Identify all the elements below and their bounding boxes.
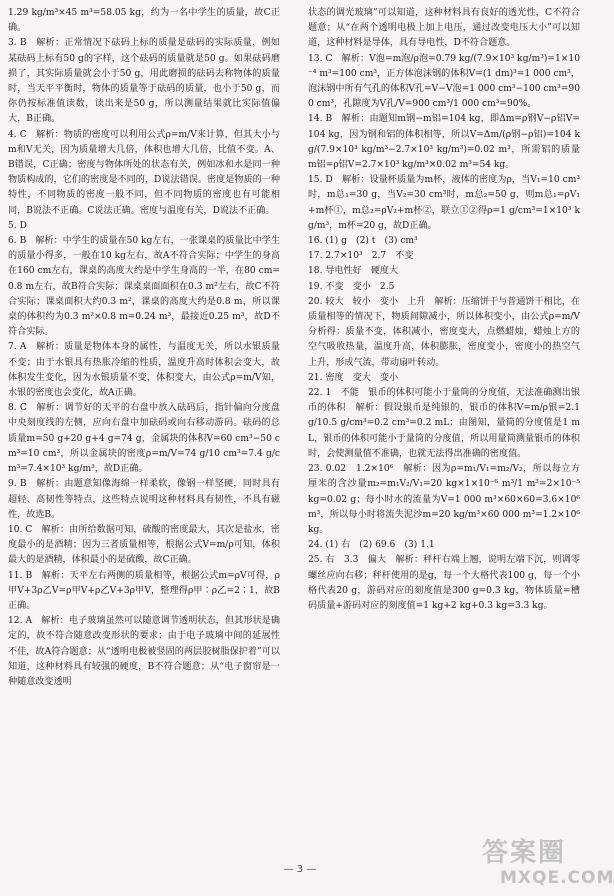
- answer-21: 21. 密度 变大 变小: [308, 372, 399, 383]
- answer-20: 20. 较大 较小 变小 上升 解析：压缩饼干与普通饼干相比，在质量相等的情况下，物质间隙减小，所以体积变小，由公式ρ=m/V分析得：质量不变，体积减小，密度变大，点燃蜡烛，蜡烛上方的空气吸收热量，温度升高，体积膨胀，密度变小，密度小的热空气上升，形成气流，带动扇叶转动。: [308, 296, 580, 368]
- answer-4: 4. C 解析：物质的密度可以利用公式ρ=m/V来计算，但其大小与m和V无关，因为质量增大几倍，体积也增大几倍，比值不变。A、B错误，C正确；密度与物体所处的状态有关，例如冰和水是同一种物质构成的，它们的密度是不同的，D说法错误。密度是物质的一种特性，不同物质的密度一般不同，但不同物质的密度也有可能相同，B说法不正确。C说法正确。密度与温度有关，D说法不正确。: [8, 129, 280, 216]
- answer-19: 19. 不变 变小 2.5: [308, 281, 395, 292]
- site-watermark: [482, 830, 614, 892]
- answer-5: 5. D: [8, 220, 27, 231]
- answer-23: 23. 0.02 1.2×10⁶ 解析：因为ρ=m₁/V₁=m₂/V₂，所以每立方厘米的含沙量m₂=m₁V₂/V₁=20 kg×1×10⁻⁶ m³/1 m³=2×10⁻⁵ kg=0.02 g；每小时水的流量为V=1 000 m³×60×60=3.6×10⁶ m³，所以每小时将流失泥沙m=20 kg/m³×60 000 m³=1.2×10⁶ kg。: [308, 464, 580, 535]
- answer-17: 17. 2.7×10³ 2.7 不变: [308, 251, 414, 262]
- answer-14: 14. B 解析：由题知m钢−m铝=104 kg，即Δm=ρ钢V−ρ铝V=104 kg，因为钢和铝的体积相等，所以V=Δm/(ρ钢−ρ铝)=104 kg/(7.9×10³ kg/m³−2.7×10³ kg/m³)=0.02 m³，所需铝的质量m铝=ρ铝V=2.7×10³ kg/m³×0.02 m³=54 kg。: [308, 114, 580, 171]
- answer-7: 7. A 解析：质量是物体本身的属性，与温度无关，所以水银质量不变；由于水银具有热胀冷缩的性质，温度升高时体积会变大，故体积发生变化，因为水银质量不变，体积变大，由公式ρ=m/V知，水银的密度也会变化，故A正确。: [8, 342, 280, 399]
- answer-12-continuation: 状态的调光玻璃”可以知道，这种材料具有良好的透光性，C不符合题意；从“在两个透明电极上加上电压，通过改变电压大小”可以知道，这种材料是导体，具有导电性，D不符合题意。: [308, 8, 580, 49]
- answer-13: 13. C 解析：V泡=m泡/ρ泡=0.79 kg/(7.9×10³ kg/m³)=1×10⁻⁴ m³=100 cm³，正方体泡沫钢的体积V=(1 dm)³=1 000 cm³，泡沫钢中所有气孔的体积V孔=V−V泡=1 000 cm³−100 cm³=900 cm³，孔隙度为V孔/V=900 cm³/1 000 cm³=90%。: [308, 53, 580, 110]
- page-number: — 3 —: [283, 864, 317, 875]
- answer-continuation: 1.29 kg/m³×45 m³=58.05 kg，约为一名中学生的质量，故C正确。: [8, 8, 280, 34]
- answer-6: 6. B 解析：中学生的质量在50 kg左右，一张课桌的质量比中学生的质量小得多，一般在10 kg左右，故A不符合实际；中学生的身高在160 cm左右，课桌的高度大约是中学生身高的一半，在80 cm=0.8 m左右，故B符合实际；课桌桌面面积在0.3 m²左右，故C不符合实际；课桌面积大约0.3 m²，课桌的高度大约是0.8 m，所以课桌的体积约为0.3 m²×0.8 m=0.24 m³，最接近0.25 m³，故D不符合实际。: [8, 236, 280, 338]
- answer-24: 24. (1) 右 (2) 69.6 (3) 1.1: [308, 540, 435, 551]
- answer-11: 11. B 解析：天平左右两侧的质量相等，根据公式m=ρV可得，ρ甲V+3ρ乙V=ρ甲V+ρ乙V+3ρ甲V，整理得ρ甲∶ρ乙=2∶1，故B正确。: [8, 570, 280, 611]
- answer-column-left: [8, 6, 280, 690]
- answer-9: 9. B 解析：由题意知像海绵一样柔软，像钢一样坚硬，同时具有超轻、高韧性等特点，这些特点说明这种材料具有韧性，不具有磁性，故选B。: [8, 479, 280, 520]
- answer-3: 3. B 解析：正常情况下砝码上标的质量是砝码的实际质量，例如某砝码上标有50 g的字样，这个砝码的质量就是50 g。如果砝码磨损了，其实际质量就会小于50 g，用此磨损的砝码去称物体的质量时，当天平平衡时，物体的质量等于砝码的质量，也小于50 g，而你仍按标准值读数，读出来是50 g，所以测量结果就比实际值偏大，B正确。: [8, 38, 280, 125]
- answer-18: 18. 导电性好 硬度大: [308, 266, 399, 277]
- watermark-site: MXQE.COM: [500, 868, 614, 888]
- answer-column-right: [308, 6, 580, 614]
- answer-22: 22. 1 不能 银币的体积可能小于量筒的分度值，无法准确测出银币的体积 解析：假设银币是纯银的，银币的体积V=m/ρ银=2.1 g/10.5 g/cm³=0.2 cm³=0.2 mL；由图知，量筒的分度值是1 mL，银币的体积可能小于量筒的分度值，所以用量筒测量银币的体积时，会使测量值不准确，也就无法得出准确的密度值。: [308, 388, 580, 459]
- answer-25: 25. 右 3.3 偏大 解析：秤杆右端上翘，说明左端下沉，则调零螺丝应向右移；秤杆使用的是g，每一个大格代表100 g，每一个小格代表20 g，游码对应的刻度值是300 g=0.3 kg，物体质量=槽码质量+游码对应的刻度值=1 kg+2 kg+0.3 kg=3.3 kg。: [308, 555, 580, 611]
- answer-16: 16. (1) g (2) t (3) cm³: [308, 236, 418, 247]
- answer-15: 15. D 解析：设量杯质量为m杯，液体的密度为ρ，当V₁=10 cm³时，m总₁=30 g，当V₂=30 cm³时，m总₂=50 g，则m总₁=ρV₁+m杯①，m总₂=ρV₂+m杯②，联立①②得ρ=1 g/cm³=1×10³ kg/m³，m杯=20 g，故D正确。: [308, 175, 580, 231]
- watermark-logo-text: 答案圈: [482, 838, 567, 868]
- answer-12: 12. A 解析：电子玻璃虽然可以随意调节透明状态，但其形状是确定的，故不符合随意改变形状的要求；由于电子玻璃中间的延展性不佳，故A符合题意；从“透明电极被竖固的两层胶树脂保护着”可以知道，这种材料具有较强的硬度，B不符合题意；从“电子窗帘是一种随意改变透明: [8, 616, 280, 687]
- answer-10: 10. C 解析：由所给数据可知，硫酸的密度最大，其次是盐水，密度最小的是酒精；因为三者质量相等，根据公式V=m/ρ可知，体积最大的是酒精，体积最小的是硫酸，故C正确。: [8, 524, 280, 566]
- answer-8: 8. C 解析：调节好的天平的右盘中放入砝码后，指针偏向分度盘中央刻度线的左侧，应向右盘中加砝码或向右移动游码。砝码的总质量m=50 g+20 g+4 g=74 g，金属块的体积V=60 cm³−50 cm³=10 cm³，所以金属块的密度ρ=m/V=74 g/10 cm³=7.4 g/cm³=7.4×10³ kg/m³，故D正确。: [8, 403, 280, 475]
